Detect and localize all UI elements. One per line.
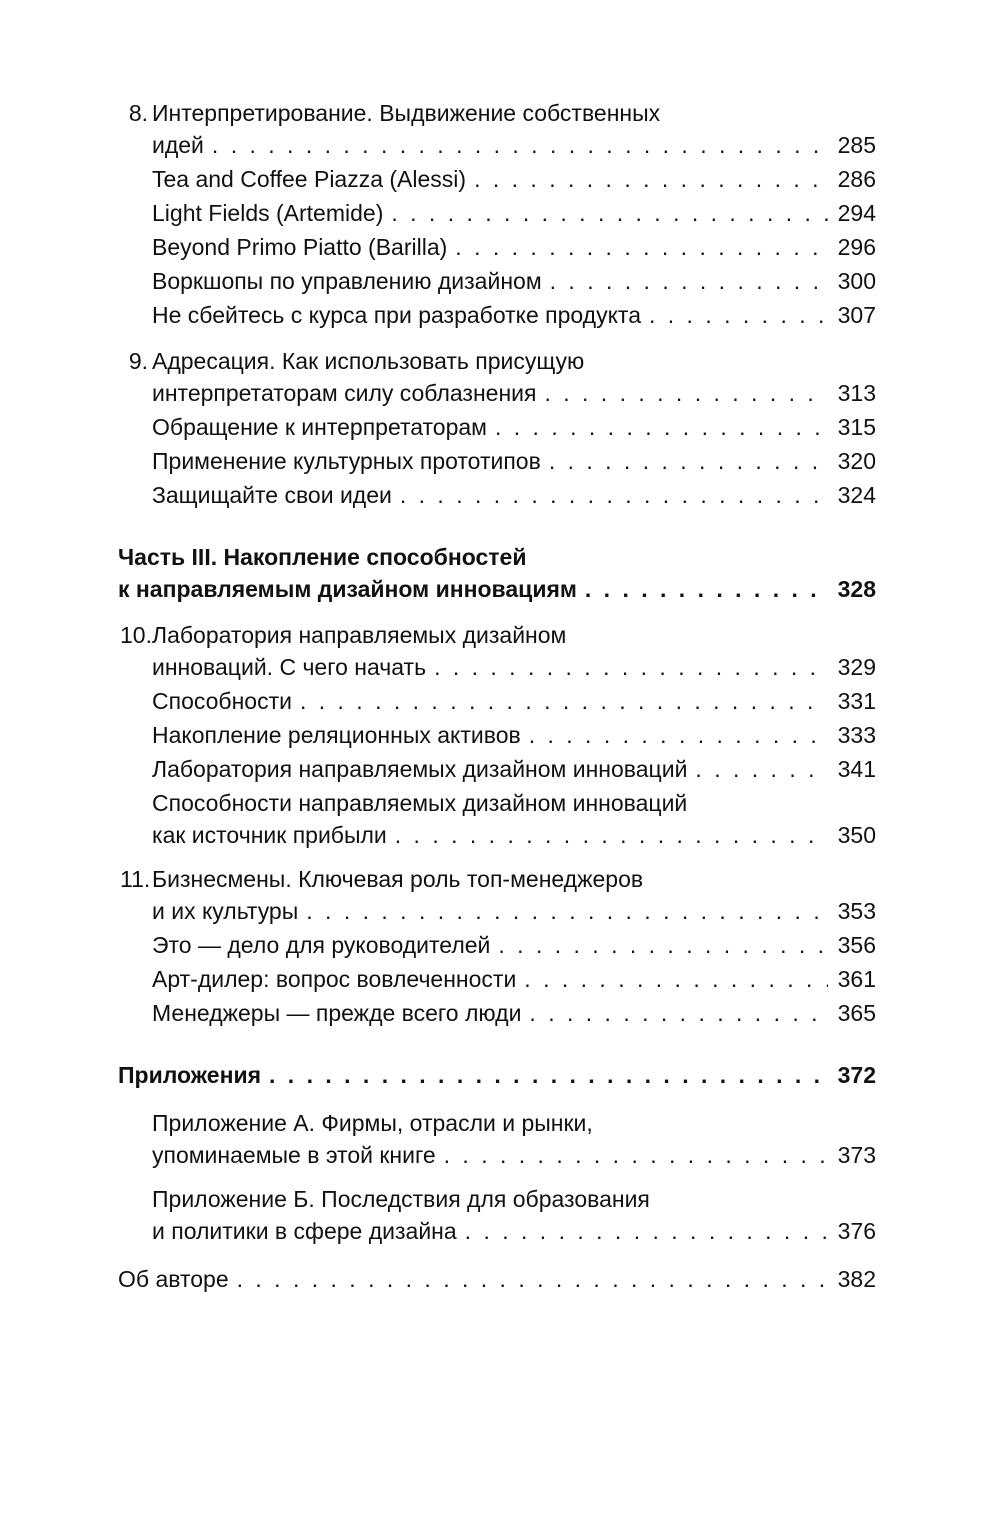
chapter-10-entry[interactable] <box>152 650 876 684</box>
dot-leader <box>524 962 828 996</box>
appendices-entry[interactable] <box>118 1058 876 1092</box>
dot-leader <box>455 230 828 264</box>
chapter-title: Интерпретирование. Выдвижение собственных <box>152 100 661 126</box>
page-number: 365 <box>837 1000 876 1026</box>
dot-leader <box>212 128 828 162</box>
dot-leader <box>585 572 828 606</box>
appendix-b-heading[interactable] <box>152 1182 876 1216</box>
page-number: 376 <box>837 1218 876 1244</box>
part-title: Часть III. Накопление способностей <box>118 544 527 570</box>
page-number: 382 <box>837 1266 876 1292</box>
toc-subentry[interactable] <box>152 818 876 852</box>
subentry-title: Лаборатория направляемых дизайном инноваций <box>152 756 688 782</box>
page-number: 329 <box>837 654 876 680</box>
chapter-title: Бизнесмены. Ключевая роль топ-менеджеров <box>152 866 644 892</box>
appendix-title-cont: упоминаемые в этой книге <box>152 1142 436 1168</box>
appendices-title: Приложения <box>118 1062 262 1088</box>
toc-subentry[interactable] <box>152 996 876 1030</box>
chapter-number: 8. <box>128 100 148 126</box>
page-number: 313 <box>837 380 876 406</box>
about-author-title: Об авторе <box>118 1266 229 1292</box>
page-number: 307 <box>837 302 876 328</box>
appendix-a-entry[interactable] <box>152 1138 876 1172</box>
page-number: 320 <box>837 448 876 474</box>
subentry-title: Способности <box>152 688 292 714</box>
toc-subentry[interactable] <box>152 196 876 230</box>
page-number: 373 <box>837 1142 876 1168</box>
page-number: 286 <box>837 166 876 192</box>
toc-subentry[interactable] <box>152 718 876 752</box>
page-number: 333 <box>837 722 876 748</box>
subentry-title: Обращение к интерпретаторам <box>152 414 487 440</box>
chapter-8-entry[interactable] <box>152 128 876 162</box>
appendix-title: Приложение А. Фирмы, отрасли и рынки, <box>152 1110 593 1136</box>
appendix-a-heading[interactable] <box>152 1106 876 1140</box>
toc-subentry[interactable] <box>152 752 876 786</box>
page-number: 331 <box>837 688 876 714</box>
chapter-title: Лаборатория направляемых дизайном <box>152 622 567 648</box>
subentry-title-cont: как источник прибыли <box>152 822 387 848</box>
dot-leader <box>544 376 828 410</box>
subentry-title: Накопление реляционных активов <box>152 722 521 748</box>
toc-subentry-heading[interactable] <box>152 786 876 820</box>
dot-leader <box>550 264 828 298</box>
chapter-9-heading[interactable] <box>128 344 876 378</box>
page-number: 372 <box>837 1062 876 1088</box>
dot-leader <box>237 1262 828 1296</box>
dot-leader <box>549 444 828 478</box>
toc-subentry[interactable] <box>152 684 876 718</box>
page-number: 324 <box>837 482 876 508</box>
toc-subentry[interactable] <box>152 230 876 264</box>
dot-leader <box>498 928 828 962</box>
toc-subentry[interactable] <box>152 410 876 444</box>
chapter-number: 10. <box>120 622 152 648</box>
chapter-title-cont: идей <box>152 132 204 158</box>
dot-leader <box>395 818 828 852</box>
subentry-title: Tea and Coffee Piazza (Alessi) <box>152 166 467 192</box>
subentry-title: Не сбейтесь с курса при разработке продукта <box>152 302 641 328</box>
dot-leader <box>695 752 828 786</box>
subentry-title: Способности направляемых дизайном инноваций <box>152 790 688 816</box>
dot-leader <box>434 650 828 684</box>
subentry-title: Защищайте свои идеи <box>152 482 392 508</box>
toc-subentry[interactable] <box>152 298 876 332</box>
page-number: 294 <box>837 200 876 226</box>
dot-leader <box>529 996 828 1030</box>
appendix-title: Приложение Б. Последствия для образования <box>152 1186 650 1212</box>
chapter-11-heading[interactable] <box>120 862 876 896</box>
chapter-title-cont: интерпретаторам силу соблазнения <box>152 380 537 406</box>
part-3-heading[interactable] <box>118 540 876 574</box>
chapter-number: 11. <box>120 866 151 892</box>
subentry-title: Применение культурных прототипов <box>152 448 541 474</box>
dot-leader <box>306 894 828 928</box>
toc-subentry[interactable] <box>152 162 876 196</box>
subentry-title: Арт-дилер: вопрос вовлеченности <box>152 966 517 992</box>
chapter-11-entry[interactable] <box>152 894 876 928</box>
subentry-title: Это — дело для руководителей <box>152 932 491 958</box>
toc-subentry[interactable] <box>152 478 876 512</box>
page-number: 350 <box>837 822 876 848</box>
dot-leader <box>465 1214 828 1248</box>
toc-subentry[interactable] <box>152 928 876 962</box>
chapter-10-heading[interactable] <box>120 618 876 652</box>
chapter-title-cont: и их культуры <box>152 898 299 924</box>
toc-subentry[interactable] <box>152 264 876 298</box>
dot-leader <box>474 162 828 196</box>
chapter-title-cont: инноваций. С чего начать <box>152 654 427 680</box>
part-title-cont: к направляемым дизайном инновациям <box>118 576 577 602</box>
toc-subentry[interactable] <box>152 444 876 478</box>
dot-leader <box>391 196 828 230</box>
appendix-title-cont: и политики в сфере дизайна <box>152 1218 457 1244</box>
subentry-title: Воркшопы по управлению дизайном <box>152 268 542 294</box>
chapter-title: Адресация. Как использовать присущую <box>152 348 585 374</box>
dot-leader <box>444 1138 828 1172</box>
about-author-entry[interactable] <box>118 1262 876 1296</box>
dot-leader <box>495 410 828 444</box>
toc-subentry[interactable] <box>152 962 876 996</box>
page-number: 328 <box>837 576 876 602</box>
page-number: 353 <box>837 898 876 924</box>
page-number: 356 <box>837 932 876 958</box>
part-3-entry[interactable] <box>118 572 876 606</box>
page-number: 296 <box>837 234 876 260</box>
subentry-title: Light Fields (Artemide) <box>152 200 384 226</box>
dot-leader <box>400 478 828 512</box>
dot-leader <box>269 1058 828 1092</box>
appendix-b-entry[interactable] <box>152 1214 876 1248</box>
page-number: 300 <box>837 268 876 294</box>
subentry-title: Менеджеры — прежде всего люди <box>152 1000 522 1026</box>
page-number: 285 <box>837 132 876 158</box>
page-number: 341 <box>837 756 876 782</box>
chapter-8-heading[interactable] <box>128 96 876 130</box>
chapter-number: 9. <box>128 348 148 374</box>
dot-leader <box>649 298 828 332</box>
dot-leader <box>529 718 828 752</box>
page-number: 315 <box>837 414 876 440</box>
page-number: 361 <box>837 966 876 992</box>
subentry-title: Beyond Primo Piatto (Barilla) <box>152 234 448 260</box>
dot-leader <box>300 684 828 718</box>
chapter-9-entry[interactable] <box>152 376 876 410</box>
